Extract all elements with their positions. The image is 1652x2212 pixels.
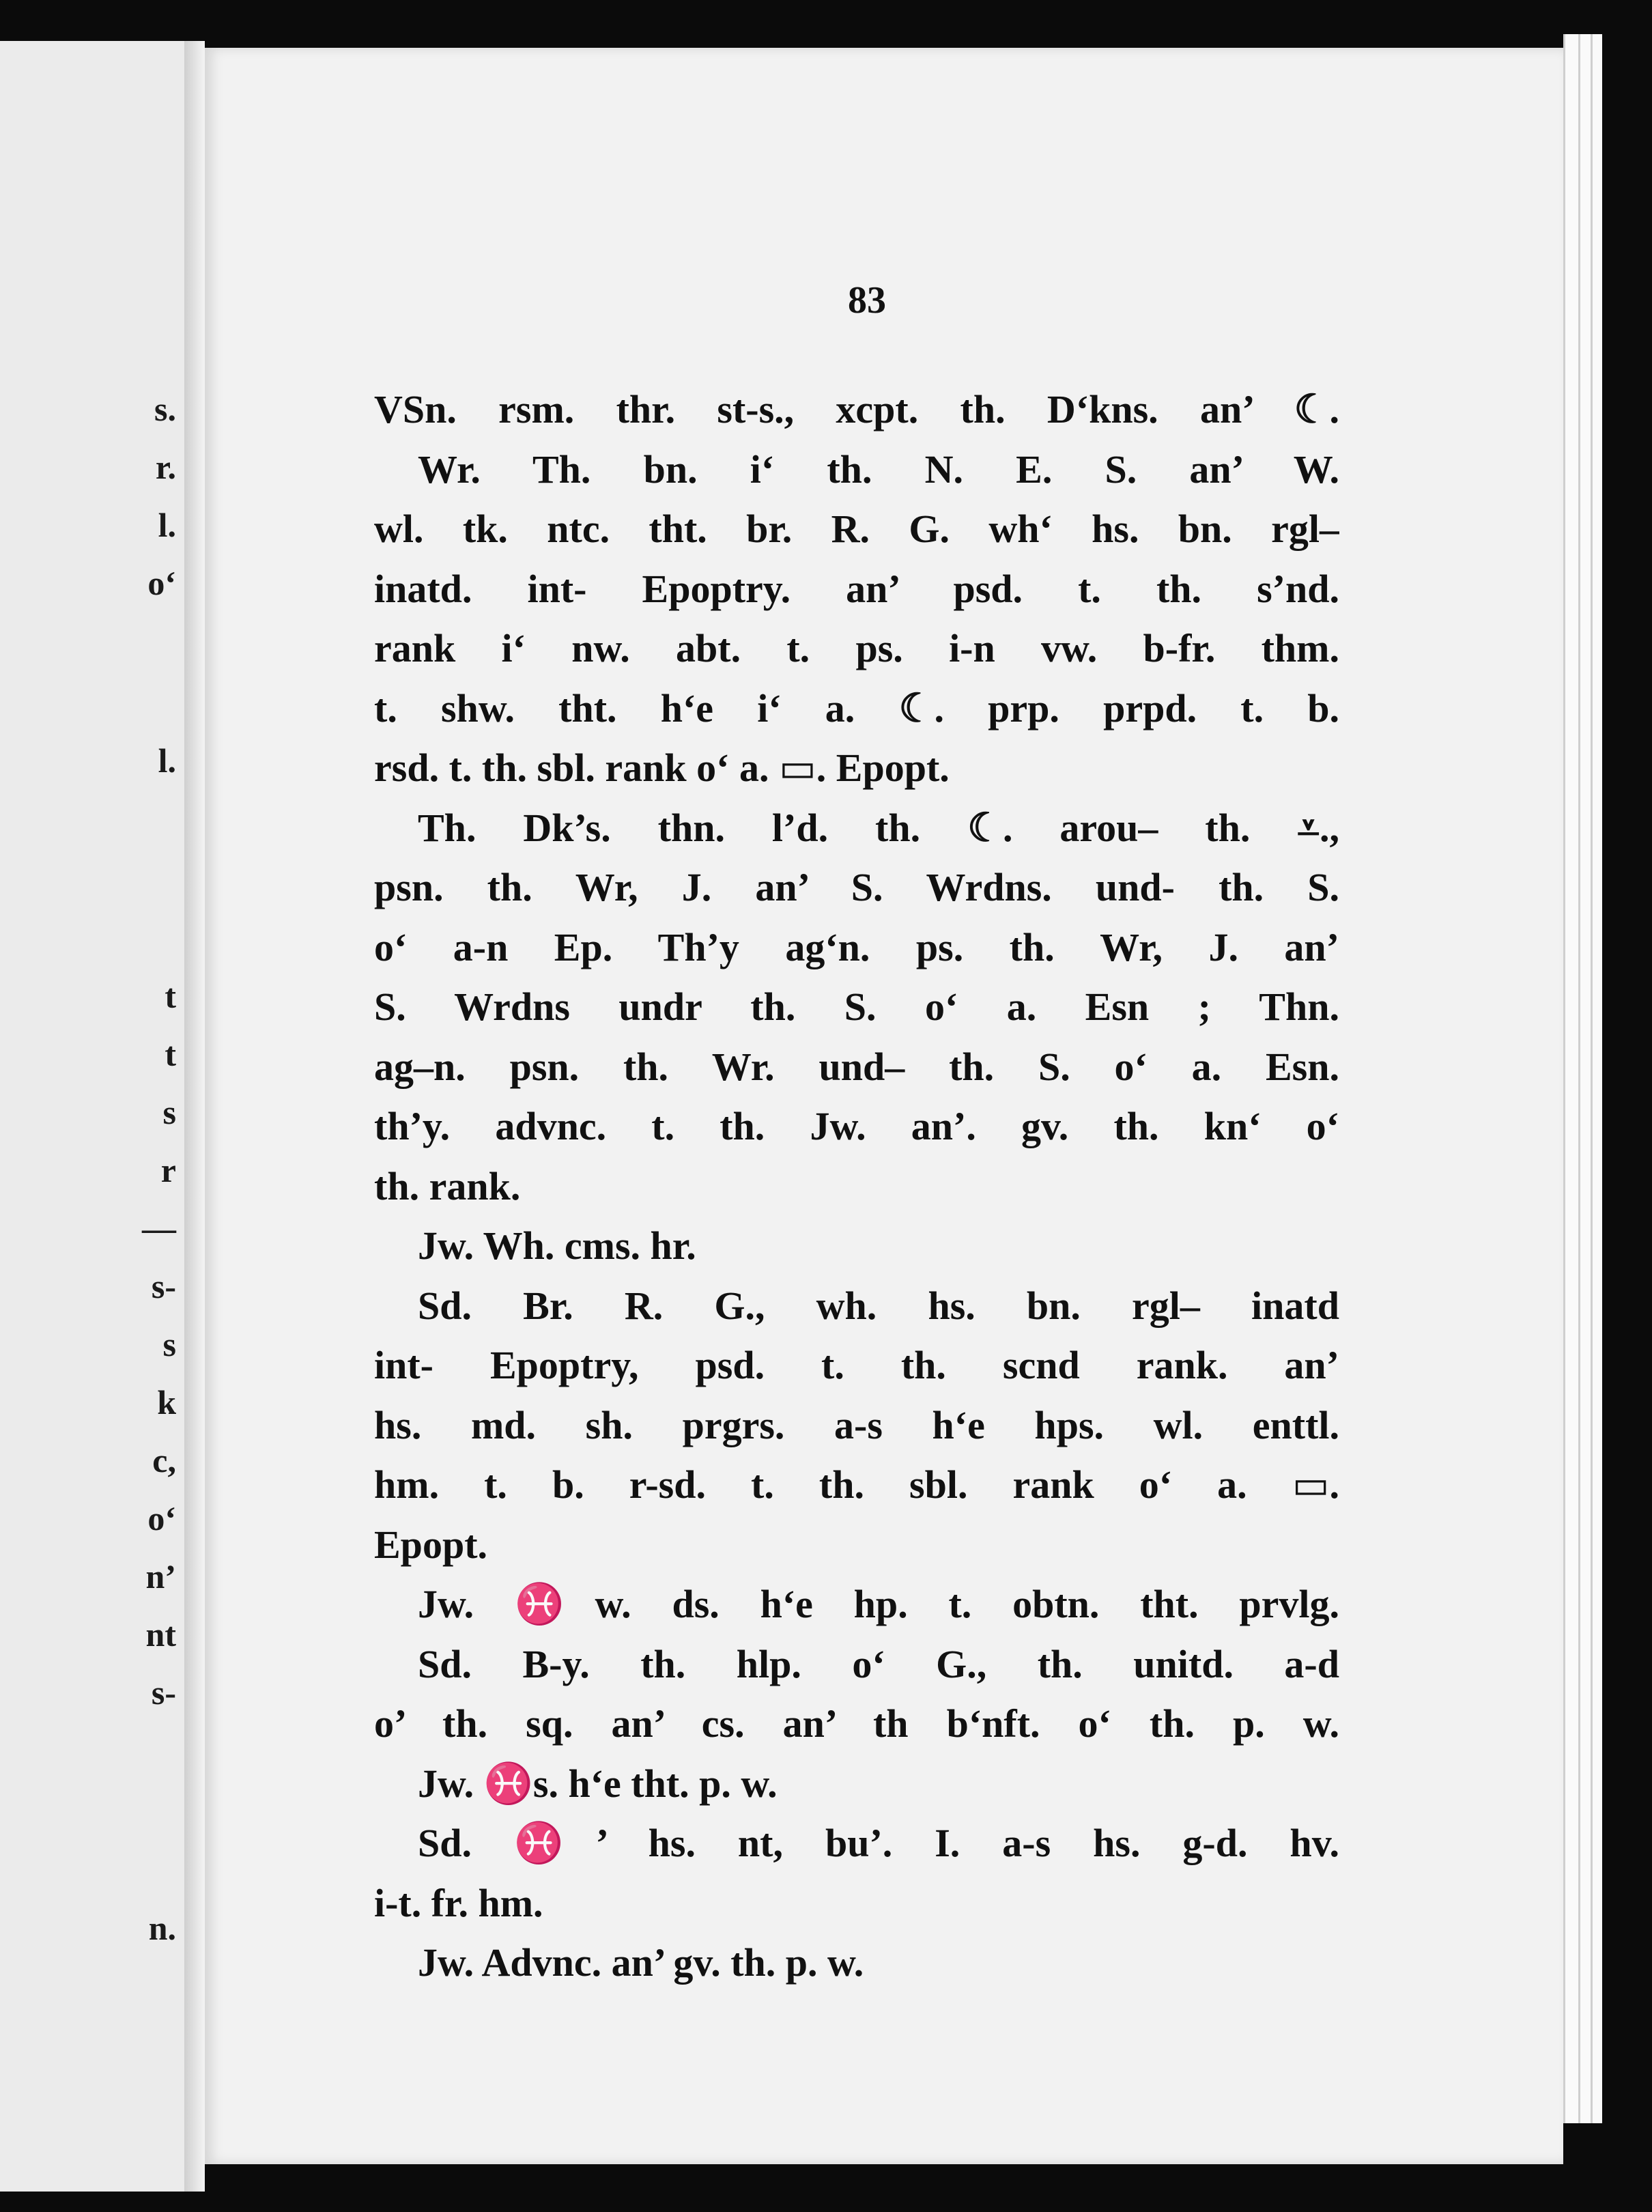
previous-page-fragment: s- <box>151 1673 176 1712</box>
text-line: Epopt. <box>374 1522 488 1567</box>
text-line: VSn. rsm. thr. st-s., xcpt. th. D‘kns. an’ ☾. <box>374 387 1339 431</box>
previous-page-fragment: t <box>165 1035 176 1073</box>
page-number: 83 <box>848 279 886 322</box>
text-line: int- Epoptry, psd. t. th. scnd rank. an’ <box>374 1343 1339 1387</box>
text-line: Jw. ♓w. ds. h‘e hp. t. obtn. tht. prvlg. <box>418 1582 1339 1626</box>
text-line: i-t. fr. hm. <box>374 1880 543 1925</box>
previous-page-fragment: k <box>157 1383 176 1421</box>
text-line: Sd. ♓’ hs. nt, bu’. I. a-s hs. g-d. hv. <box>418 1821 1339 1865</box>
previous-page-fragment: nt <box>145 1615 176 1654</box>
text-line: o‘ a-n Ep. Th’y ag‘n. ps. th. Wr, J. an’ <box>374 924 1339 969</box>
text-line: Wr. Th. bn. i‘ th. N. E. S. an’ W. <box>418 446 1339 492</box>
text-line: Sd. B-y. th. hlp. o‘ G., th. unitd. a-d <box>418 1641 1339 1686</box>
text-line: th’y. advnc. t. th. Jw. an’. gv. th. kn‘ o‘ <box>374 1104 1339 1148</box>
text-line: hs. md. sh. prgrs. a-s h‘e hps. wl. enttl. <box>374 1402 1339 1447</box>
text-line: ag–n. psn. th. Wr. und– th. S. o‘ a. Esn. <box>374 1044 1339 1089</box>
text-line: rsd. t. th. sbl. rank o‘ a. ▭. Epopt. <box>374 746 950 790</box>
text-line: inatd. int- Epoptry. an’ psd. t. th. s’nd. <box>374 566 1339 611</box>
previous-page-fragment: s- <box>151 1267 176 1305</box>
previous-page-fragment: — <box>142 1209 176 1247</box>
previous-page-fragment: s <box>162 1325 176 1363</box>
previous-page-fragment: s. <box>154 390 176 428</box>
text-line: rank i‘ nw. abt. t. ps. i-n vw. b-fr. thm. <box>374 626 1339 670</box>
text-line: th. rank. <box>374 1163 521 1208</box>
text-line: hm. t. b. r-sd. t. th. sbl. rank o‘ a. ▭. <box>374 1462 1339 1507</box>
previous-page-fragment: r. <box>155 448 176 486</box>
text-line: Jw. ♓s. h‘e tht. p. w. <box>418 1761 778 1806</box>
text-line: o’ th. sq. an’ cs. an’ th b‘nft. o‘ th. p. w. <box>374 1701 1339 1746</box>
previous-page-fragment: c, <box>152 1441 176 1479</box>
previous-page-fragment: r <box>160 1151 176 1189</box>
text-line: psn. th. Wr, J. an’ S. Wrdns. und- th. S. <box>374 865 1339 909</box>
text-line: S. Wrdns undr th. S. o‘ a. Esn ; Thn. <box>374 984 1339 1029</box>
text-line: t. shw. tht. h‘e i‘ a. ☾. prp. prpd. t. b. <box>374 685 1339 731</box>
previous-page-fragment: s <box>162 1093 176 1131</box>
text-line: wl. tk. ntc. tht. br. R. G. wh‘ hs. bn. rgl– <box>374 507 1339 551</box>
previous-page-fragment: l. <box>158 506 176 544</box>
previous-page-fragment: o‘ <box>147 564 176 602</box>
book-gutter <box>184 41 205 2192</box>
previous-page-fragment: o‘ <box>147 1499 176 1537</box>
text-line: Jw. Advnc. an’ gv. th. p. w. <box>418 1940 864 1985</box>
text-line: Th. Dk’s. thn. l’d. th. ☾. arou– th. ⩡., <box>418 805 1339 850</box>
previous-page-fragment: n’ <box>145 1557 176 1596</box>
previous-page-fragment: n. <box>148 1909 176 1947</box>
page-edge <box>1591 34 1602 2123</box>
text-line: Jw. Wh. cms. hr. <box>418 1223 696 1268</box>
text-line: Sd. Br. R. G., wh. hs. bn. rgl– inatd <box>418 1283 1339 1328</box>
previous-page-fragment: t <box>165 977 176 1015</box>
previous-page-fragment: l. <box>158 741 176 780</box>
